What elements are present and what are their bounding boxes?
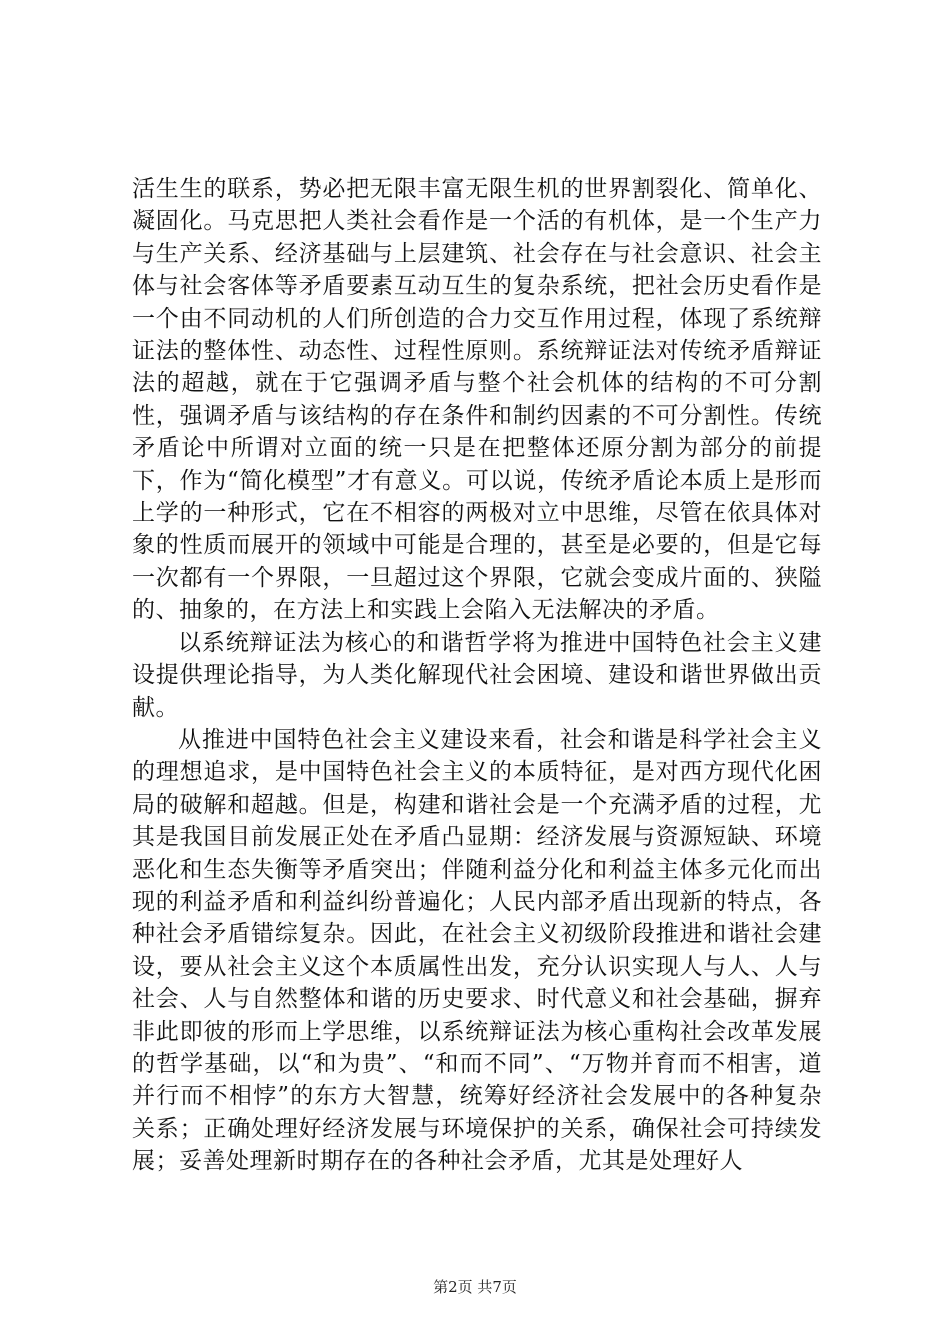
body-text [132,173,822,1178]
paragraph-1: 活生生的联系，势必把无限丰富无限生机的世界割裂化、简单化、凝固化。马克思把人类社会看作是一个活的有机体，是一个生产力与生产关系、经济基础与上层建筑、社会存在与社会意识、社会主体与社会客体等矛盾要素互动互生的复杂系统，把社会历史看作是一个由不同动机的人们所创造的合力交互作用过程，体现了系统辩证法的整体性、动态性、过程性原则。系统辩证法对传统矛盾辩证法的超越，就在于它强调矛盾与整个社会机体的结构的不可分割性，强调矛盾与该结构的存在条件和制约因素的不可分割性。传统矛盾论中所谓对立面的统一只是在把整体还原分割为部分的前提下，作为“简化模型”才有意义。可以说，传统矛盾论本质上是形而上学的一种形式，它在不相容的两极对立中思维，尽管在依具体对象的性质而展开的领域中可能是合理的，甚至是必要的，但是它每一次都有一个界限，一旦超过这个界限，它就会变成片面的、狭隘的、抽象的，在方法上和实践上会陷入无法解决的矛盾。 [132,176,822,624]
paragraph-2: 以系统辩证法为核心的和谐哲学将为推进中国特色社会主义建设提供理论指导，为人类化解现代社会困境、建设和谐世界做出贡献。 [132,629,822,721]
paragraph-3: 从推进中国特色社会主义建设来看，社会和谐是科学社会主义的理想追求，是中国特色社会主义的本质特征，是对西方现代化困局的破解和超越。但是，构建和谐社会是一个充满矛盾的过程，尤其是我国目前发展正处在矛盾凸显期：经济发展与资源短缺、环境恶化和生态失衡等矛盾突出；伴随利益分化和利益主体多元化而出现的利益矛盾和利益纠纷普遍化；人民内部矛盾出现新的特点，各种社会矛盾错综复杂。因此，在社会主义初级阶段推进和谐社会建设，要从社会主义这个本质属性出发，充分认识实现人与人、人与社会、人与自然整体和谐的历史要求、时代意义和社会基础，摒弃非此即彼的形而上学思维，以系统辩证法为核心重构社会改革发展的哲学基础，以“和为贵”、“和而不同”、“万物并育而不相害，道并行而不相悖”的东方大智慧，统筹好经济社会发展中的各种复杂关系；正确处理好经济发展与环境保护的关系，确保社会可持续发展；妥善处理新时期存在的各种社会矛盾，尤其是处理好人 [132,726,822,1175]
page-number-footer: 第2页 共7页 [433,1278,517,1296]
